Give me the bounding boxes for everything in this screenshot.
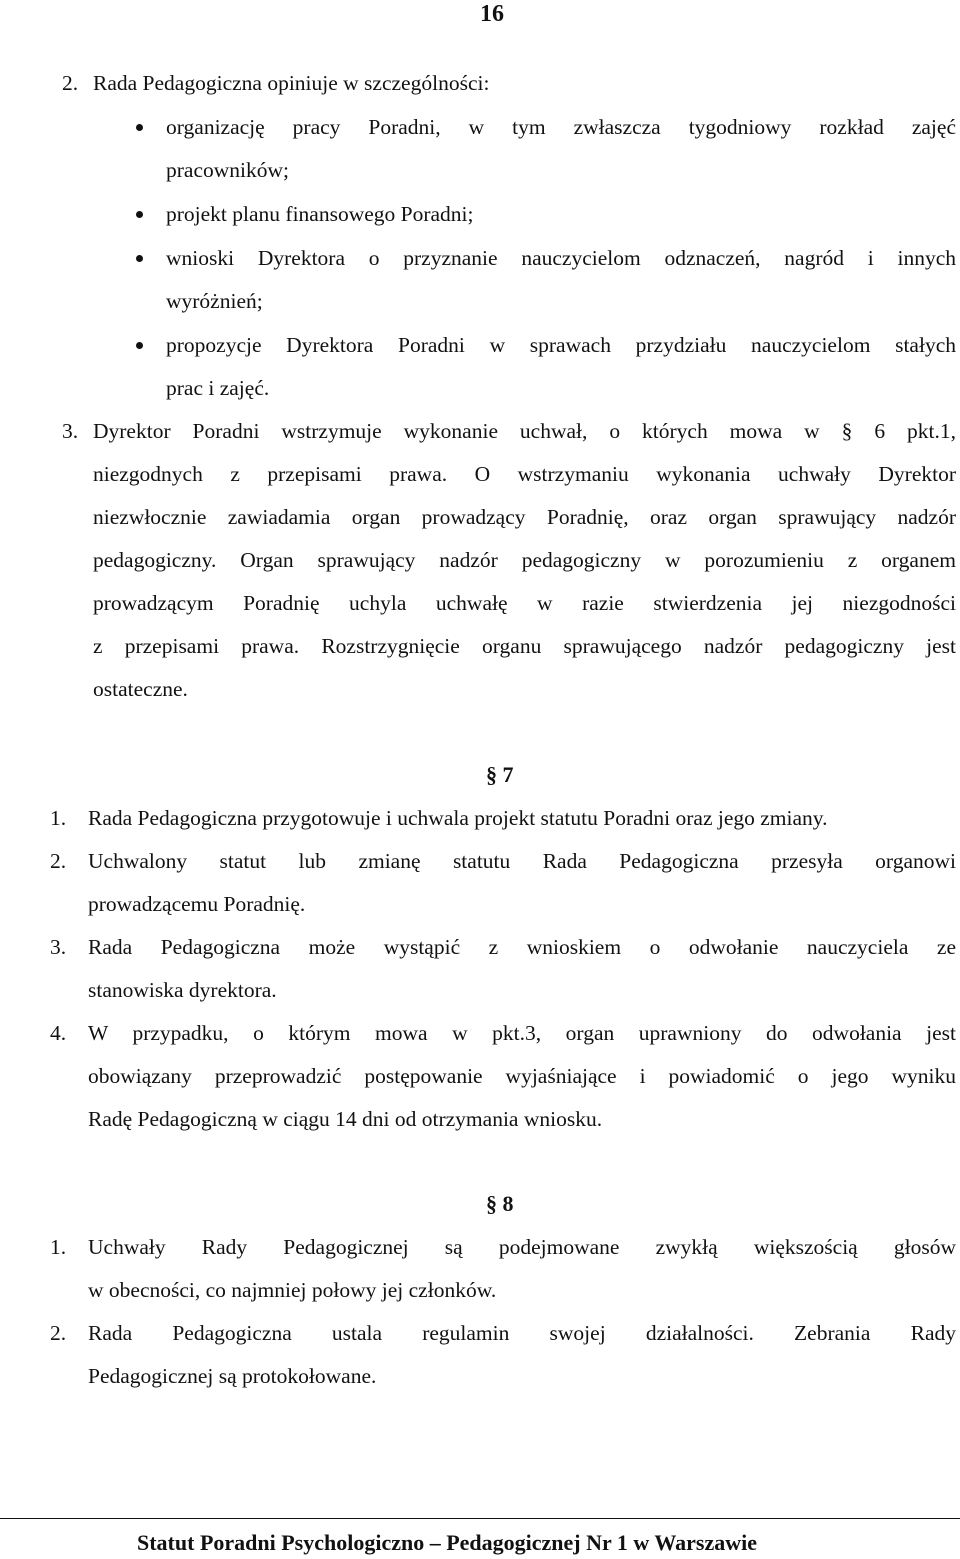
item-number: 1. <box>50 1235 67 1259</box>
paragraph-line: Rada Pedagogiczna ustala regulamin swojej działalności. Zebrania Rady <box>88 1321 956 1345</box>
item-number: 2. <box>50 1321 67 1345</box>
paragraph-line: prowadzącym Poradnię uchyla uchwałę w razie stwierdzenia jej niezgodności <box>93 591 956 615</box>
paragraph-line: z przepisami prawa. Rozstrzygnięcie organu sprawującego nadzór pedagogiczny jest <box>93 634 956 658</box>
bullet-icon <box>136 211 143 218</box>
paragraph-line: Pedagogicznej są protokołowane. <box>88 1364 377 1388</box>
paragraph-line: Uchwały Rady Pedagogicznej są podejmowane zwykłą większością głosów <box>88 1235 956 1259</box>
bullet-icon <box>136 255 143 262</box>
item-number: 2. <box>62 71 79 95</box>
item-intro: Rada Pedagogiczna opiniuje w szczególności: <box>93 71 490 95</box>
paragraph-line: niezgodnych z przepisami prawa. O wstrzymaniu wykonania uchwały Dyrektor <box>93 462 956 486</box>
paragraph-line: obowiązany przeprowadzić postępowanie wyjaśniające i powiadomić o jego wyniku <box>88 1064 956 1088</box>
item-number: 3. <box>50 935 67 959</box>
paragraph-line: stanowiska dyrektora. <box>88 978 277 1002</box>
paragraph-line: Radę Pedagogiczną w ciągu 14 dni od otrzymania wniosku. <box>88 1107 603 1131</box>
paragraph-line: Rada Pedagogiczna przygotowuje i uchwala projekt statutu Poradni oraz jego zmiany. <box>88 806 828 830</box>
item-number: 3. <box>62 419 79 443</box>
bullet-text: wnioski Dyrektora o przyznanie nauczycielom odznaczeń, nagród i innych <box>166 246 956 270</box>
bullet-text: organizację pracy Poradni, w tym zwłaszcza tygodniowy rozkład zajęć <box>166 115 956 139</box>
footer-divider <box>0 1518 960 1519</box>
paragraph-line: pedagogiczny. Organ sprawujący nadzór pedagogiczny w porozumieniu z organem <box>93 548 956 572</box>
paragraph-line: prowadzącemu Poradnię. <box>88 892 306 916</box>
bullet-icon <box>136 342 143 349</box>
page-number: 16 <box>480 1 504 27</box>
bullet-text: propozycje Dyrektora Poradni w sprawach przydziału nauczycielom stałych <box>166 333 956 357</box>
paragraph-line: niezwłocznie zawiadamia organ prowadzący Poradnię, oraz organ sprawujący nadzór <box>93 505 956 529</box>
paragraph-line: W przypadku, o którym mowa w pkt.3, organ uprawniony do odwołania jest <box>88 1021 956 1045</box>
bullet-text-continued: wyróżnień; <box>166 289 263 313</box>
paragraph-line: Rada Pedagogiczna może wystąpić z wnioskiem o odwołanie nauczyciela ze <box>88 935 956 959</box>
bullet-text-continued: prac i zajęć. <box>166 376 270 400</box>
paragraph-line: Dyrektor Poradni wstrzymuje wykonanie uchwał, o których mowa w § 6 pkt.1, <box>93 419 956 443</box>
paragraph-line: Uchwalony statut lub zmianę statutu Rada Pedagogiczna przesyła organowi <box>88 849 956 873</box>
paragraph-line: w obecności, co najmniej połowy jej członków. <box>88 1278 497 1302</box>
section-heading: § 8 <box>486 1191 514 1216</box>
bullet-icon <box>136 124 143 131</box>
item-number: 2. <box>50 849 67 873</box>
page-footer: Statut Poradni Psychologiczno – Pedagogicznej Nr 1 w Warszawie <box>137 1530 758 1555</box>
bullet-text: projekt planu finansowego Poradni; <box>166 202 474 226</box>
section-heading: § 7 <box>486 762 514 787</box>
item-number: 4. <box>50 1021 67 1045</box>
bullet-text-continued: pracowników; <box>166 158 289 182</box>
paragraph-line: ostateczne. <box>93 677 188 701</box>
item-number: 1. <box>50 806 67 830</box>
